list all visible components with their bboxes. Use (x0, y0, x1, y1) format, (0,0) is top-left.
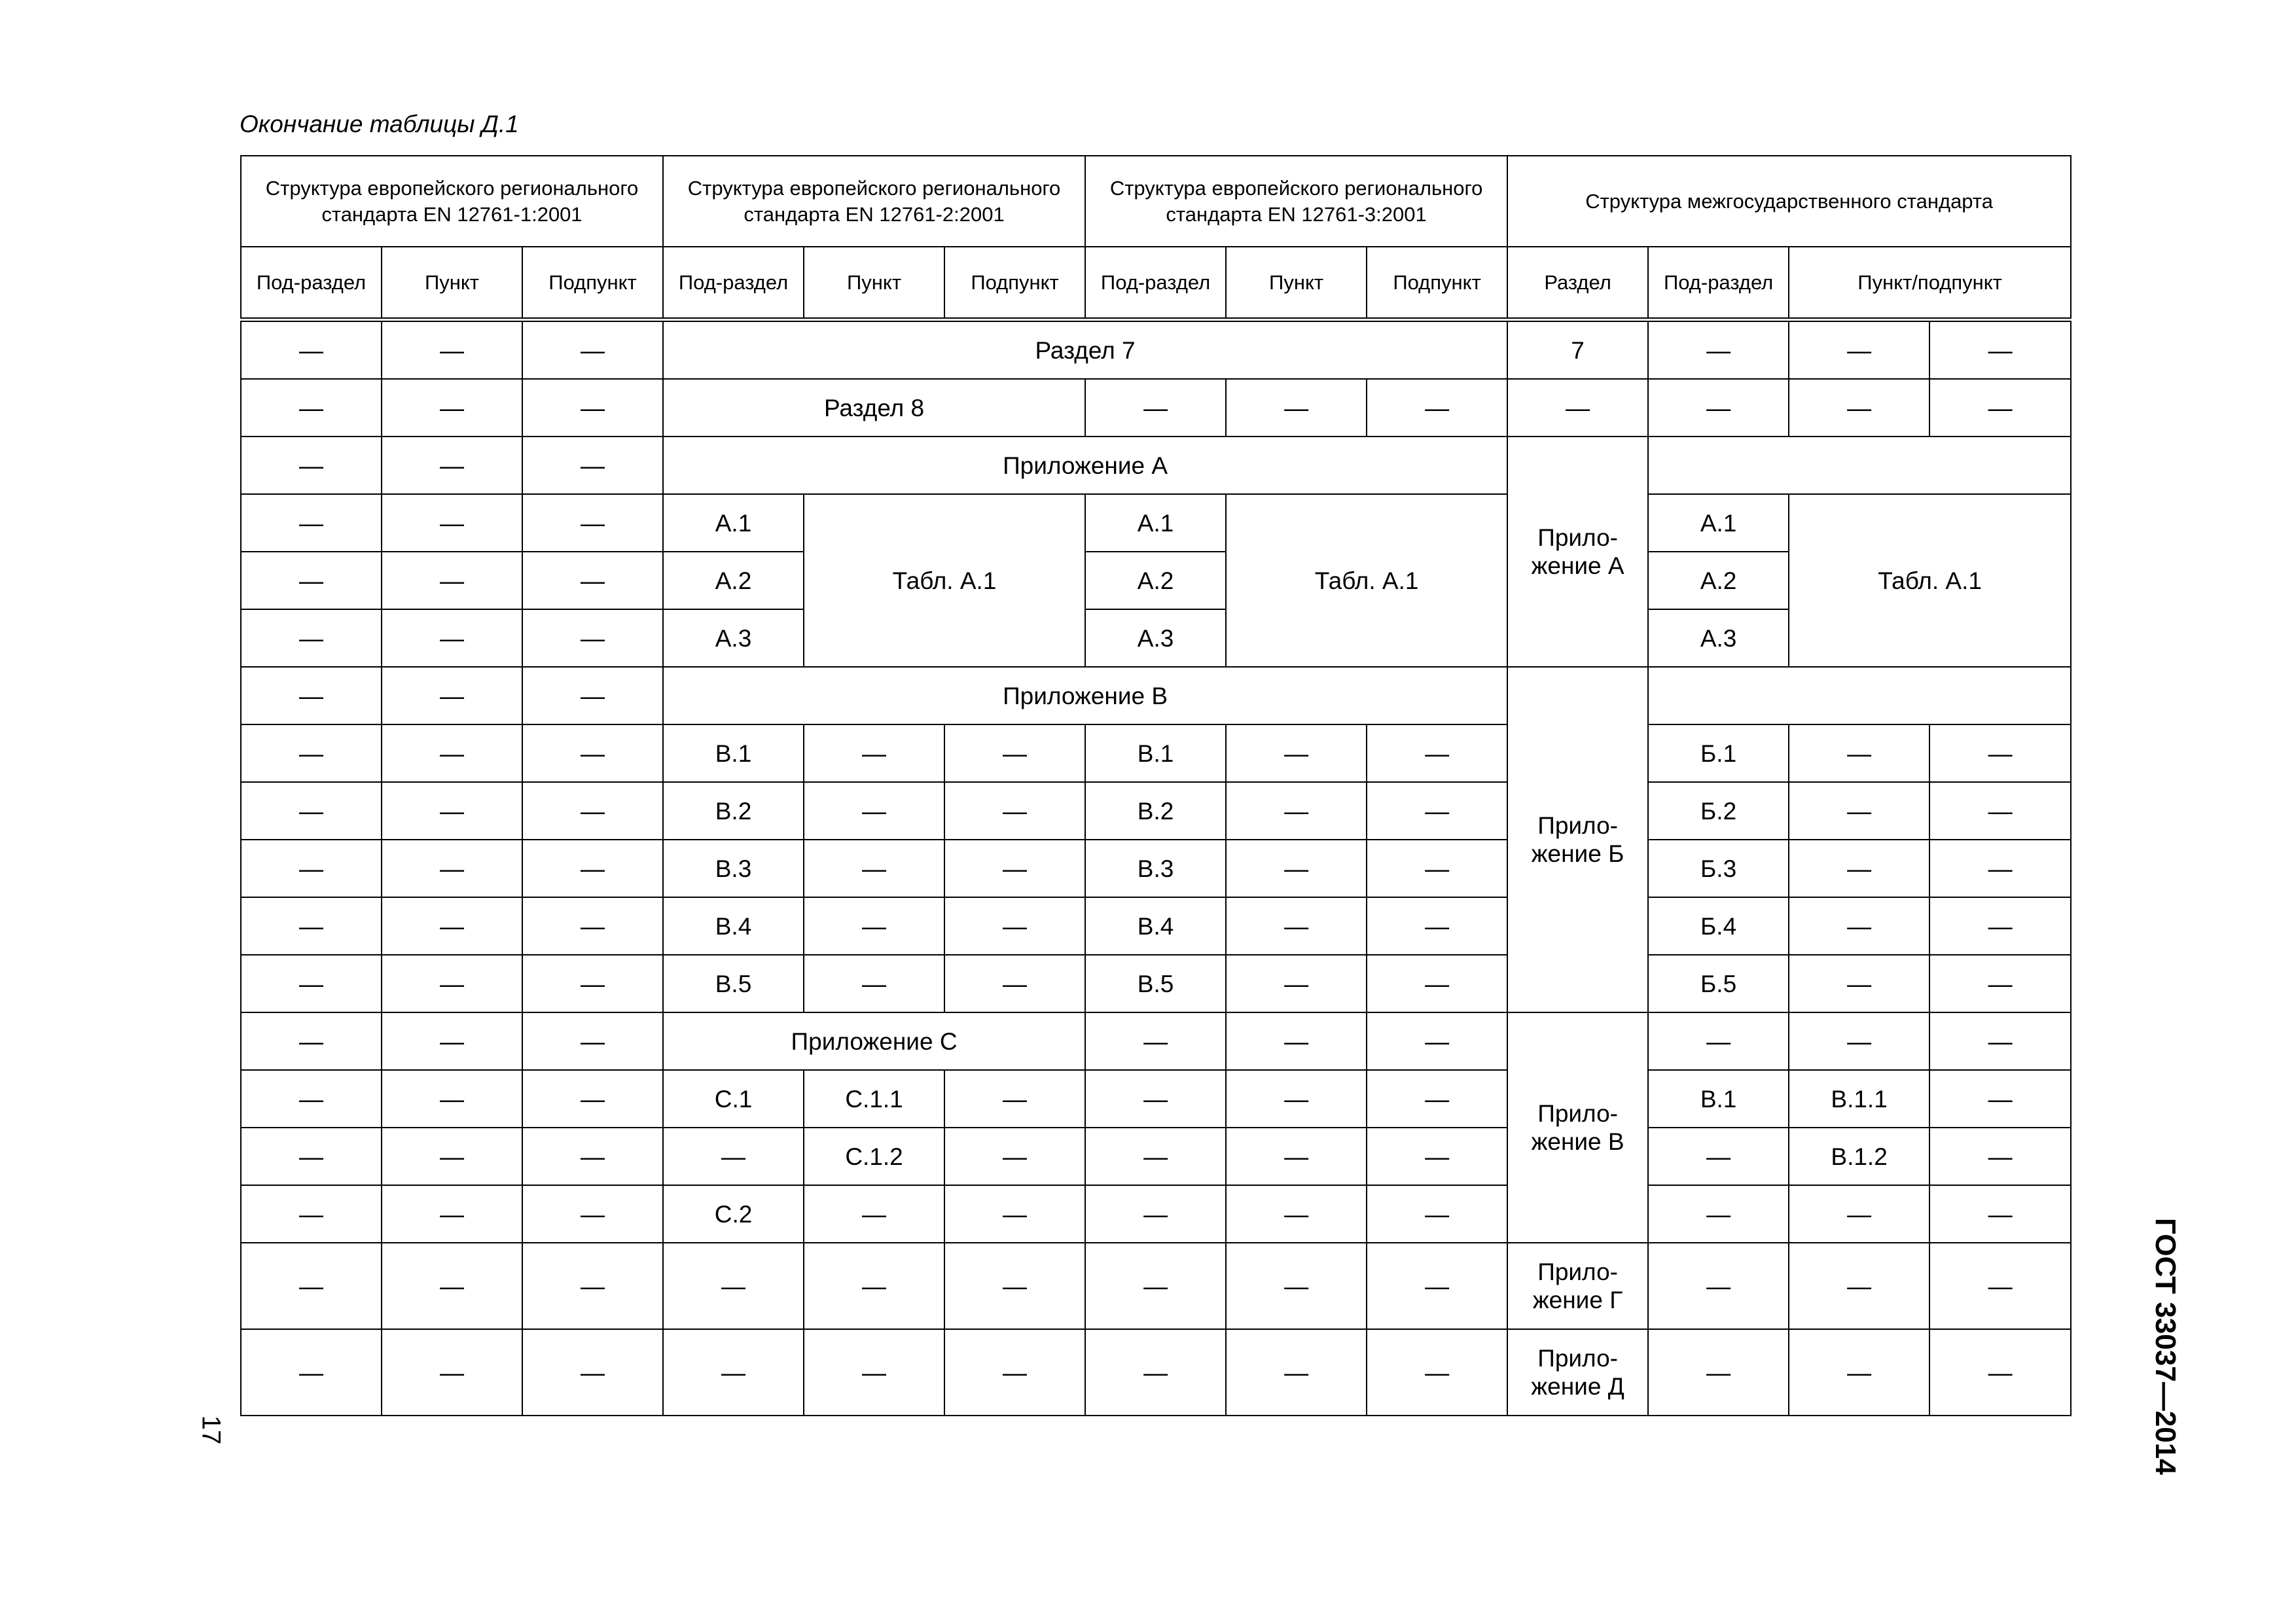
cell: — (1226, 897, 1367, 955)
cell: — (382, 609, 522, 667)
cell: — (1789, 955, 1929, 1012)
cell: — (663, 1243, 804, 1329)
cell: — (522, 609, 663, 667)
cell: А.1 (1648, 494, 1789, 552)
table-row (241, 1070, 2071, 1128)
cell: Прило-жение Г (1507, 1243, 1648, 1329)
cell: — (241, 320, 382, 380)
header-en12761-2: Структура европейского регионального стандарта EN 12761-2:2001 (663, 156, 1085, 247)
cell: — (522, 1243, 663, 1329)
cell: — (241, 840, 382, 897)
cell: B.1 (663, 724, 804, 782)
cell: — (804, 782, 944, 840)
cell: — (382, 320, 522, 380)
cell: — (241, 955, 382, 1012)
cell: — (1226, 1243, 1367, 1329)
cell: — (241, 667, 382, 724)
cell: — (804, 724, 944, 782)
cell: — (663, 1329, 804, 1416)
cell: — (1226, 1185, 1367, 1243)
cell: Приложение C (663, 1012, 1085, 1070)
cell: — (944, 724, 1085, 782)
cell: — (241, 1012, 382, 1070)
table-container (240, 155, 2070, 1416)
comparison-table (240, 155, 2072, 1416)
table-row (241, 437, 2071, 494)
cell: — (522, 1128, 663, 1185)
cell: — (1367, 955, 1507, 1012)
cell: — (382, 437, 522, 494)
cell: B.5 (663, 955, 804, 1012)
cell: — (1367, 782, 1507, 840)
cell (1648, 437, 2071, 494)
header-item-subitem: Пункт/подпункт (1789, 247, 2071, 320)
cell: — (1929, 724, 2071, 782)
cell: — (944, 1329, 1085, 1416)
cell: — (1226, 379, 1367, 437)
cell: — (1789, 782, 1929, 840)
header-row-columns (241, 247, 2071, 320)
cell: — (1367, 1185, 1507, 1243)
header-item: Пункт (382, 247, 522, 320)
cell: — (1226, 955, 1367, 1012)
table-row (241, 1185, 2071, 1243)
header-en12761-1: Структура европейского регионального стандарта EN 12761-1:2001 (241, 156, 663, 247)
cell: — (1367, 897, 1507, 955)
cell: Приложение A (663, 437, 1507, 494)
cell: A.2 (1085, 552, 1226, 609)
cell: — (522, 1185, 663, 1243)
cell: В.1.1 (1789, 1070, 1929, 1128)
header-subitem: Подпункт (1367, 247, 1507, 320)
cell: — (1648, 320, 1789, 380)
cell: — (241, 1329, 382, 1416)
cell: — (522, 494, 663, 552)
cell: — (1648, 1128, 1789, 1185)
table-row (241, 379, 2071, 437)
table-row (241, 320, 2071, 380)
cell: C.2 (663, 1185, 804, 1243)
cell: — (522, 552, 663, 609)
table-row (241, 494, 2071, 552)
cell: Табл. A.1 (804, 494, 1085, 667)
header-interstate: Структура межгосударственного стандарта (1507, 156, 2071, 247)
cell: Прило-жение Д (1507, 1329, 1648, 1416)
cell: — (241, 437, 382, 494)
cell: — (382, 1128, 522, 1185)
cell: — (522, 667, 663, 724)
cell: — (1648, 1012, 1789, 1070)
header-subsection: Под-раздел (241, 247, 382, 320)
cell: — (1085, 1243, 1226, 1329)
cell: — (804, 1243, 944, 1329)
cell: C.1.1 (804, 1070, 944, 1128)
cell (1648, 667, 2071, 724)
cell: — (1367, 1012, 1507, 1070)
cell: — (944, 955, 1085, 1012)
cell: — (1226, 1128, 1367, 1185)
cell: B.3 (1085, 840, 1226, 897)
header-subitem: Подпункт (522, 247, 663, 320)
cell: — (1648, 1329, 1789, 1416)
cell: — (804, 955, 944, 1012)
cell: Табл. А.1 (1789, 494, 2071, 667)
cell: Б.5 (1648, 955, 1789, 1012)
cell: — (1789, 840, 1929, 897)
header-row-groups (241, 156, 2071, 247)
cell: — (1085, 1128, 1226, 1185)
cell: Б.3 (1648, 840, 1789, 897)
cell: C.1 (663, 1070, 804, 1128)
cell: — (1929, 897, 2071, 955)
cell: — (1789, 897, 1929, 955)
header-subsection: Под-раздел (663, 247, 804, 320)
cell: — (382, 955, 522, 1012)
cell: — (1929, 840, 2071, 897)
cell: — (944, 897, 1085, 955)
cell: — (522, 1012, 663, 1070)
cell: — (663, 1128, 804, 1185)
cell: — (522, 379, 663, 437)
cell: — (241, 1070, 382, 1128)
cell: — (241, 1243, 382, 1329)
cell: — (1367, 1070, 1507, 1128)
cell: Табл. A.1 (1226, 494, 1507, 667)
cell: — (944, 782, 1085, 840)
cell: — (1226, 724, 1367, 782)
cell: — (382, 552, 522, 609)
table-row (241, 897, 2071, 955)
cell: — (241, 552, 382, 609)
cell: — (522, 437, 663, 494)
cell: B.4 (663, 897, 804, 955)
cell: B.2 (663, 782, 804, 840)
cell: Б.2 (1648, 782, 1789, 840)
cell: A.3 (1085, 609, 1226, 667)
cell: — (1226, 782, 1367, 840)
cell: — (804, 1329, 944, 1416)
cell: — (1929, 1070, 2071, 1128)
header-section: Раздел (1507, 247, 1648, 320)
cell: — (1085, 1329, 1226, 1416)
cell: Приложение B (663, 667, 1507, 724)
cell: — (1507, 379, 1648, 437)
cell: 7 (1507, 320, 1648, 380)
cell: Б.4 (1648, 897, 1789, 955)
cell: — (522, 782, 663, 840)
cell: — (1648, 1243, 1789, 1329)
cell: Раздел 7 (663, 320, 1507, 380)
table-row (241, 840, 2071, 897)
cell: — (1929, 1329, 2071, 1416)
cell: — (522, 1070, 663, 1128)
cell: — (241, 1185, 382, 1243)
cell: — (1929, 379, 2071, 437)
cell: — (382, 667, 522, 724)
cell: — (1648, 379, 1789, 437)
cell: — (804, 1185, 944, 1243)
cell: — (241, 897, 382, 955)
cell: A.1 (1085, 494, 1226, 552)
cell: — (1367, 1329, 1507, 1416)
cell: — (382, 1243, 522, 1329)
cell: — (1226, 1329, 1367, 1416)
cell: A.2 (663, 552, 804, 609)
header-subitem: Подпункт (944, 247, 1085, 320)
cell: — (241, 724, 382, 782)
cell: B.1 (1085, 724, 1226, 782)
cell: — (1789, 1185, 1929, 1243)
cell: — (1226, 840, 1367, 897)
table-row (241, 1128, 2071, 1185)
cell: — (382, 1329, 522, 1416)
cell: — (1929, 955, 2071, 1012)
cell: — (1789, 1243, 1929, 1329)
table-row (241, 724, 2071, 782)
cell: — (804, 897, 944, 955)
cell: — (1789, 1012, 1929, 1070)
cell: B.4 (1085, 897, 1226, 955)
cell: А.2 (1648, 552, 1789, 609)
cell: — (1929, 1012, 2071, 1070)
cell: А.3 (1648, 609, 1789, 667)
header-en12761-3: Структура европейского регионального стандарта EN 12761-3:2001 (1085, 156, 1507, 247)
cell: — (944, 840, 1085, 897)
cell: — (1929, 1185, 2071, 1243)
cell: — (1367, 1243, 1507, 1329)
cell: — (1789, 379, 1929, 437)
cell: — (241, 782, 382, 840)
cell: Прило-жение В (1507, 1012, 1648, 1243)
table-row (241, 1243, 2071, 1329)
page-number: 17 (196, 1415, 226, 1445)
table-caption: Окончание таблицы Д.1 (240, 111, 519, 137)
table-row (241, 782, 2071, 840)
header-subsection: Под-раздел (1648, 247, 1789, 320)
cell: — (382, 782, 522, 840)
cell: — (382, 724, 522, 782)
cell: — (1085, 379, 1226, 437)
table-row (241, 667, 2071, 724)
cell: — (1648, 1185, 1789, 1243)
table-row (241, 1012, 2071, 1070)
cell: — (1367, 1128, 1507, 1185)
cell: — (1789, 1329, 1929, 1416)
cell: — (1367, 840, 1507, 897)
cell: — (1085, 1070, 1226, 1128)
cell: — (1085, 1012, 1226, 1070)
cell: — (1929, 320, 2071, 380)
cell: — (522, 1329, 663, 1416)
header-subsection: Под-раздел (1085, 247, 1226, 320)
cell: — (804, 840, 944, 897)
cell: — (1929, 782, 2071, 840)
cell: — (944, 1243, 1085, 1329)
table-row (241, 955, 2071, 1012)
cell: — (522, 840, 663, 897)
cell: B.5 (1085, 955, 1226, 1012)
cell: B.3 (663, 840, 804, 897)
cell: — (522, 320, 663, 380)
cell: — (241, 609, 382, 667)
cell: A.3 (663, 609, 804, 667)
cell: — (241, 494, 382, 552)
cell: A.1 (663, 494, 804, 552)
cell: В.1 (1648, 1070, 1789, 1128)
cell: — (944, 1070, 1085, 1128)
cell: — (382, 897, 522, 955)
cell: Прило-жение А (1507, 437, 1648, 667)
cell: — (382, 1070, 522, 1128)
table-row (241, 1329, 2071, 1416)
cell: — (382, 1185, 522, 1243)
cell: — (1226, 1012, 1367, 1070)
cell: — (382, 494, 522, 552)
document-code: ГОСТ 33037—2014 (2149, 1218, 2181, 1475)
cell: — (1226, 1070, 1367, 1128)
cell: B.2 (1085, 782, 1226, 840)
cell: В.1.2 (1789, 1128, 1929, 1185)
cell: — (522, 955, 663, 1012)
header-item: Пункт (804, 247, 944, 320)
cell: — (241, 1128, 382, 1185)
cell: — (1085, 1185, 1226, 1243)
cell: — (382, 1012, 522, 1070)
cell: — (522, 897, 663, 955)
cell: — (944, 1185, 1085, 1243)
cell: — (241, 379, 382, 437)
cell: — (1789, 724, 1929, 782)
cell: — (1367, 724, 1507, 782)
cell: — (382, 379, 522, 437)
cell: — (1367, 379, 1507, 437)
cell: Прило-жение Б (1507, 667, 1648, 1012)
cell: Раздел 8 (663, 379, 1085, 437)
header-item: Пункт (1226, 247, 1367, 320)
cell: — (1789, 320, 1929, 380)
cell: — (522, 724, 663, 782)
cell: — (944, 1128, 1085, 1185)
cell: C.1.2 (804, 1128, 944, 1185)
cell: — (382, 840, 522, 897)
cell: Б.1 (1648, 724, 1789, 782)
cell: — (1929, 1243, 2071, 1329)
cell: — (1929, 1128, 2071, 1185)
